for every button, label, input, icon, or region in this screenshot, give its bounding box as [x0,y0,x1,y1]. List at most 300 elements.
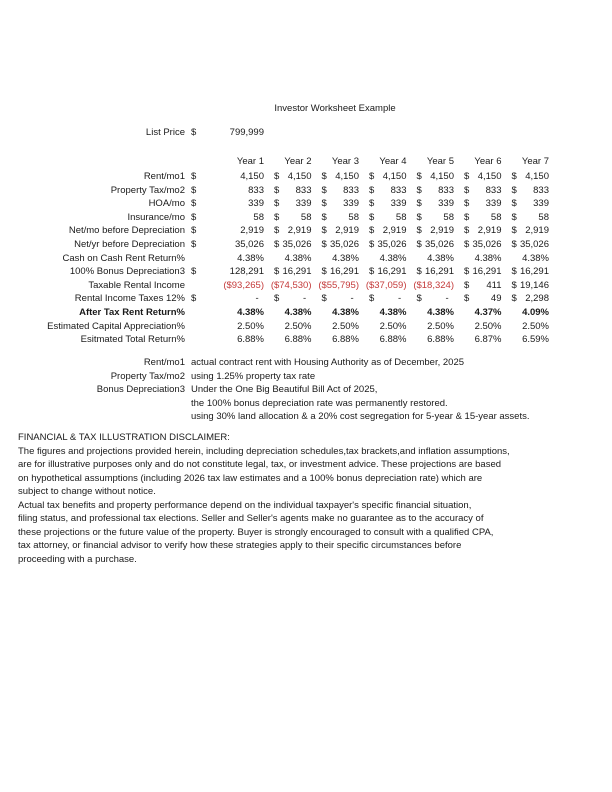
footnote-label: Property Tax/mo2 [110,370,185,382]
disclaimer-line: Actual tax benefits and property performance depend on the individual taxpayer's specific financial situation, [18,499,472,511]
row-label: Insurance/mo [127,211,185,223]
disclaimer-line: proceeding with a purchase. [18,553,137,565]
table-cell [264,171,312,185]
cell-value: - [445,293,454,305]
currency-symbol: $ [321,225,327,237]
currency-symbol: $ [274,171,280,182]
cell-value: 6.88% [237,334,264,346]
cell-value: 339 [438,198,454,210]
disclaimer-line: tax attorney, or financial advisor to verify how these strategies apply to their specific circumstances before [18,540,462,551]
cell-value: 35,026 [472,238,502,250]
currency-symbol: $ [191,238,197,250]
currency-symbol: $ [416,184,422,196]
table-header-row [0,156,549,171]
footnote-row [0,384,530,398]
column-header-label: Year 3 [331,156,359,167]
disclaimer-line: are for illustrative purposes only and do not constitute legal, tax, or investment advice. These projections are based [18,459,502,470]
cell-value: 4.38% [284,252,312,264]
cell-value: 16,291 [519,266,549,278]
table-cell [502,321,550,335]
footnote-label [0,398,185,412]
cell-value: 16,291 [424,266,454,278]
currency-symbol: $ [464,266,470,278]
currency-symbol: $ [274,198,280,210]
currency-symbol: $ [464,293,470,305]
table-cell [502,253,550,267]
footnote-text: the 100% bonus depreciation rate was permanently restored. [191,397,448,409]
cell-value: 4.38% [332,306,359,318]
cell-value: ($37,059) [365,279,407,291]
table-cell [312,225,360,239]
currency-symbol: $ [416,211,422,223]
row-label: Property Tax/mo2 [110,184,185,196]
table-cell [359,198,407,212]
table-cell [454,321,502,335]
list-price-value: 799,999 [229,127,264,138]
currency-symbol: $ [511,279,517,291]
column-header [264,156,312,170]
column-header [185,156,264,170]
currency-symbol: $ [369,293,375,305]
footnotes [0,357,530,425]
table-cell [185,266,264,280]
row-label: HOA/mo [148,198,185,210]
currency-symbol: $ [274,184,280,196]
table-row [0,321,549,335]
cell-value: 4.38% [237,306,264,318]
currency-symbol: $ [511,198,517,210]
currency-symbol: $ [416,266,422,278]
table-cell [312,253,360,267]
row-label: Net/yr before Depreciation [74,238,185,250]
cell-value: ($18,324) [413,279,454,291]
currency-symbol: $ [416,225,422,237]
currency-symbol: $ [416,171,422,182]
cell-value: 58 [490,211,502,223]
table-cell [502,280,550,294]
table-row [0,307,549,321]
cell-value: 2.50% [522,320,549,332]
cell-value: 58 [253,211,264,223]
disclaimer-line: The figures and projections provided herein, including depreciation schedules,tax brackets,and inflation assumptions, [18,445,510,457]
cell-value: 16,291 [377,266,407,278]
table-cell [359,212,407,226]
cell-value: 833 [390,184,407,196]
currency-symbol: $ [416,293,422,305]
currency-symbol: $ [369,184,375,196]
cell-value: 49 [490,293,502,305]
cell-value: 4.38% [332,252,359,264]
column-header [502,156,550,170]
disclaimer-heading: FINANCIAL & TAX ILLUSTRATION DISCLAIMER: [18,432,230,443]
column-header-label: Year 6 [474,156,502,167]
table-cell [407,293,455,307]
currency-symbol: $ [416,198,422,210]
cell-value: 2.50% [284,320,312,332]
currency-symbol: $ [369,198,375,210]
table-cell [312,212,360,226]
table-cell [312,334,360,348]
table-cell [407,225,455,239]
cell-value: 4.38% [379,306,407,318]
table-row [0,239,549,253]
currency-symbol: $ [191,225,197,237]
worksheet-table [0,156,549,348]
column-header-label: Year 4 [379,156,407,167]
row-label: Taxable Rental Income [88,279,185,291]
cell-value: 2,919 [382,225,407,237]
table-cell [502,225,550,239]
table-cell [264,253,312,267]
list-price-cell [185,127,264,141]
currency-symbol: $ [369,171,375,182]
table-cell [454,253,502,267]
cell-value: 4,150 [335,171,359,182]
footnote-label [0,411,185,425]
currency-symbol: $ [191,184,197,196]
currency-symbol: $ [511,266,517,278]
cell-value: 339 [485,198,502,210]
table-cell [407,185,455,199]
currency-symbol: $ [274,225,280,237]
currency-symbol: $ [464,238,470,250]
cell-value: 833 [248,184,264,196]
cell-value: 4.37% [474,306,502,318]
row-label: Net/mo before Depreciation [68,225,185,237]
cell-value: 339 [533,198,549,210]
table-cell [312,307,360,321]
column-header-label: Year 5 [426,156,454,167]
cell-value: 4.38% [284,306,312,318]
table-cell [312,321,360,335]
cell-value: 35,026 [234,238,264,250]
table-cell [454,225,502,239]
column-header [407,156,455,170]
footnote-text: Under the One Big Beautiful Bill Act of 2025, [191,384,378,396]
table-cell [407,239,455,253]
table-cell [454,293,502,307]
table-cell [312,293,360,307]
cell-value: 833 [343,184,359,196]
cell-value: 2.50% [427,320,454,332]
currency-symbol: $ [464,279,470,291]
table-row [0,185,549,199]
table-cell [185,171,264,185]
cell-value: 58 [300,211,312,223]
currency-symbol: $ [369,266,375,278]
row-label: Rental Income Taxes 12% [74,293,185,305]
cell-value: 4.38% [379,252,407,264]
cell-value: 19,146 [519,279,549,291]
table-cell [264,266,312,280]
table-cell [407,212,455,226]
table-row [0,212,549,226]
cell-value: 4,150 [287,171,312,182]
currency-symbol: $ [321,171,327,182]
cell-value: 16,291 [329,266,359,278]
currency-symbol: $ [191,171,197,182]
table-cell [502,171,550,185]
cell-value: 58 [348,211,359,223]
cell-value: ($93,265) [223,279,264,291]
column-header [454,156,502,170]
table-cell [502,198,550,212]
table-cell [359,293,407,307]
cell-value: 2.50% [332,320,359,332]
footnote-text: using 30% land allocation & a 20% cost segregation for 5-year & 15-year assets. [191,411,530,423]
table-row [0,334,549,348]
cell-value: - [303,293,312,305]
currency-symbol: $ [321,211,327,223]
footnote-row [0,371,530,385]
cell-value: 4,150 [477,171,502,182]
table-cell [185,212,264,226]
table-cell [312,171,360,185]
cell-value: 2.50% [379,320,407,332]
column-header-label: Year 1 [236,156,264,167]
currency-symbol: $ [191,293,197,305]
currency-symbol: $ [511,171,517,182]
currency-symbol: $ [274,211,280,223]
table-cell [264,239,312,253]
disclaimer [18,431,510,566]
currency-symbol: $ [191,266,197,278]
table-cell [264,198,312,212]
cell-value: 339 [390,198,407,210]
currency-symbol: $ [191,127,197,138]
table-cell [359,321,407,335]
table-row [0,198,549,212]
cell-value: 833 [485,184,502,196]
currency-symbol: $ [511,211,517,223]
table-cell [359,225,407,239]
table-cell [454,307,502,321]
table-cell [454,266,502,280]
table-cell [264,280,312,294]
cell-value: 4.38% [237,252,264,264]
footnote-text: actual contract rent with Housing Authority as of December, 2025 [191,357,465,368]
table-cell [407,171,455,185]
table-cell [407,321,455,335]
table-cell [264,334,312,348]
table-cell [407,307,455,321]
cell-value: 2,919 [525,225,549,237]
currency-symbol: $ [321,266,327,278]
table-cell [359,185,407,199]
cell-value: 2,919 [430,225,454,237]
cell-value: 833 [438,184,454,196]
cell-value: 58 [395,211,407,223]
cell-value: 2,919 [477,225,502,237]
cell-value: ($74,530) [270,279,312,291]
row-label: 100% Bonus Depreciation3 [69,266,185,278]
table-cell [185,321,264,335]
cell-value: 2.50% [237,320,264,332]
footnote-label: Rent/mo1 [143,357,185,368]
cell-value: 2,919 [335,225,359,237]
cell-value: 35,026 [329,238,359,250]
row-label: Cash on Cash Rent Return% [62,252,185,264]
column-header-label: Year 2 [284,156,312,167]
table-row [0,293,549,307]
cell-value: 6.88% [284,334,312,346]
cell-value: - [255,293,264,305]
table-cell [312,185,360,199]
disclaimer-line: on hypothetical assumptions (including 2026 tax law estimates and a 100% bonus depreciation rate) which are [18,472,483,484]
row-label: Esitmated Total Return% [80,334,185,346]
table-cell [502,293,550,307]
currency-symbol: $ [321,293,327,305]
currency-symbol: $ [369,238,375,250]
cell-value: 4.38% [474,252,502,264]
cell-value: 4.38% [427,306,454,318]
footnote-row [0,357,530,371]
table-cell [312,198,360,212]
currency-symbol: $ [321,198,327,210]
table-row [0,266,549,280]
table-cell [502,266,550,280]
table-cell [359,239,407,253]
cell-value: 4,150 [240,171,264,182]
row-label: Estimated Capital Appreciation% [47,320,185,332]
disclaimer-line: subject to change without notice. [18,486,156,497]
table-row [0,253,549,267]
cell-value: 4.38% [522,252,549,264]
table-cell [454,185,502,199]
table-cell [312,239,360,253]
table-cell [312,280,360,294]
table-cell [407,198,455,212]
table-cell [264,293,312,307]
cell-value: 833 [533,184,549,196]
cell-value: 4.38% [427,252,454,264]
table-cell [359,266,407,280]
cell-value: 2,298 [525,293,549,305]
table-cell [454,280,502,294]
cell-value: 4,150 [525,171,549,182]
currency-symbol: $ [321,184,327,196]
cell-value: - [398,293,407,305]
currency-symbol: $ [274,266,280,278]
cell-value: 2.50% [474,320,502,332]
currency-symbol: $ [511,293,517,305]
table-cell [264,225,312,239]
currency-symbol: $ [274,238,280,250]
table-cell [185,253,264,267]
footnote-label: Bonus Depreciation3 [96,384,185,396]
cell-value: 6.59% [522,334,549,346]
table-cell [407,334,455,348]
row-label: After Tax Rent Return% [79,306,185,318]
table-cell [407,266,455,280]
table-row [0,225,549,239]
cell-value: 16,291 [472,266,502,278]
table-cell [454,171,502,185]
table-cell [359,307,407,321]
cell-value: 35,026 [282,238,312,250]
cell-value: 128,291 [229,266,264,278]
cell-value: 4.09% [522,306,549,318]
currency-symbol: $ [464,225,470,237]
page-title: Investor Worksheet Example [274,103,396,114]
currency-symbol: $ [191,211,197,223]
table-cell [454,334,502,348]
table-row [0,280,549,294]
footnote-row [0,398,530,412]
cell-value: 2,919 [287,225,312,237]
cell-value: 6.88% [379,334,407,346]
table-cell [502,334,550,348]
cell-value: 35,026 [519,238,549,250]
currency-symbol: $ [369,211,375,223]
cell-value: 411 [486,279,502,291]
cell-value: 339 [343,198,359,210]
table-cell [407,280,455,294]
row-label: Rent/mo1 [143,171,185,182]
table-cell [185,239,264,253]
currency-symbol: $ [321,238,327,250]
table-cell [264,212,312,226]
table-cell [502,239,550,253]
table-cell [185,198,264,212]
cell-value: 6.88% [332,334,359,346]
footnote-row [0,411,530,425]
cell-value: ($55,795) [318,279,359,291]
table-cell [185,307,264,321]
disclaimer-line: these projections or the future value of the property. Buyer is strongly encouraged to consult with a qualified CPA, [18,526,494,538]
currency-symbol: $ [369,225,375,237]
cell-value: - [350,293,359,305]
table-row [0,171,549,185]
table-cell [185,225,264,239]
column-header-label: Year 7 [521,156,549,167]
table-cell [454,198,502,212]
cell-value: 58 [538,211,549,223]
table-cell [359,280,407,294]
table-cell [264,185,312,199]
table-cell [264,307,312,321]
cell-value: 6.88% [427,334,454,346]
column-header [359,156,407,170]
cell-value: 16,291 [282,266,312,278]
currency-symbol: $ [464,184,470,196]
table-cell [454,212,502,226]
table-cell [312,266,360,280]
currency-symbol: $ [464,171,470,182]
table-cell [185,334,264,348]
disclaimer-line: filing status, and professional tax elections. Seller and Seller's agents make no guarantee as to the accuracy of [18,513,484,524]
currency-symbol: $ [464,211,470,223]
table-cell [407,253,455,267]
currency-symbol: $ [464,198,470,210]
currency-symbol: $ [511,184,517,196]
currency-symbol: $ [274,293,280,305]
currency-symbol: $ [511,225,517,237]
table-cell [185,280,264,294]
cell-value: 4,150 [430,171,454,182]
footnote-text: using 1.25% property tax rate [191,370,316,382]
cell-value: 35,026 [377,238,407,250]
column-header [312,156,360,170]
table-cell [502,212,550,226]
table-cell [359,171,407,185]
table-cell [359,253,407,267]
list-price-row [0,127,264,141]
table-cell [185,293,264,307]
currency-symbol: $ [511,238,517,250]
table-cell [185,185,264,199]
list-price-label: List Price [145,127,185,138]
